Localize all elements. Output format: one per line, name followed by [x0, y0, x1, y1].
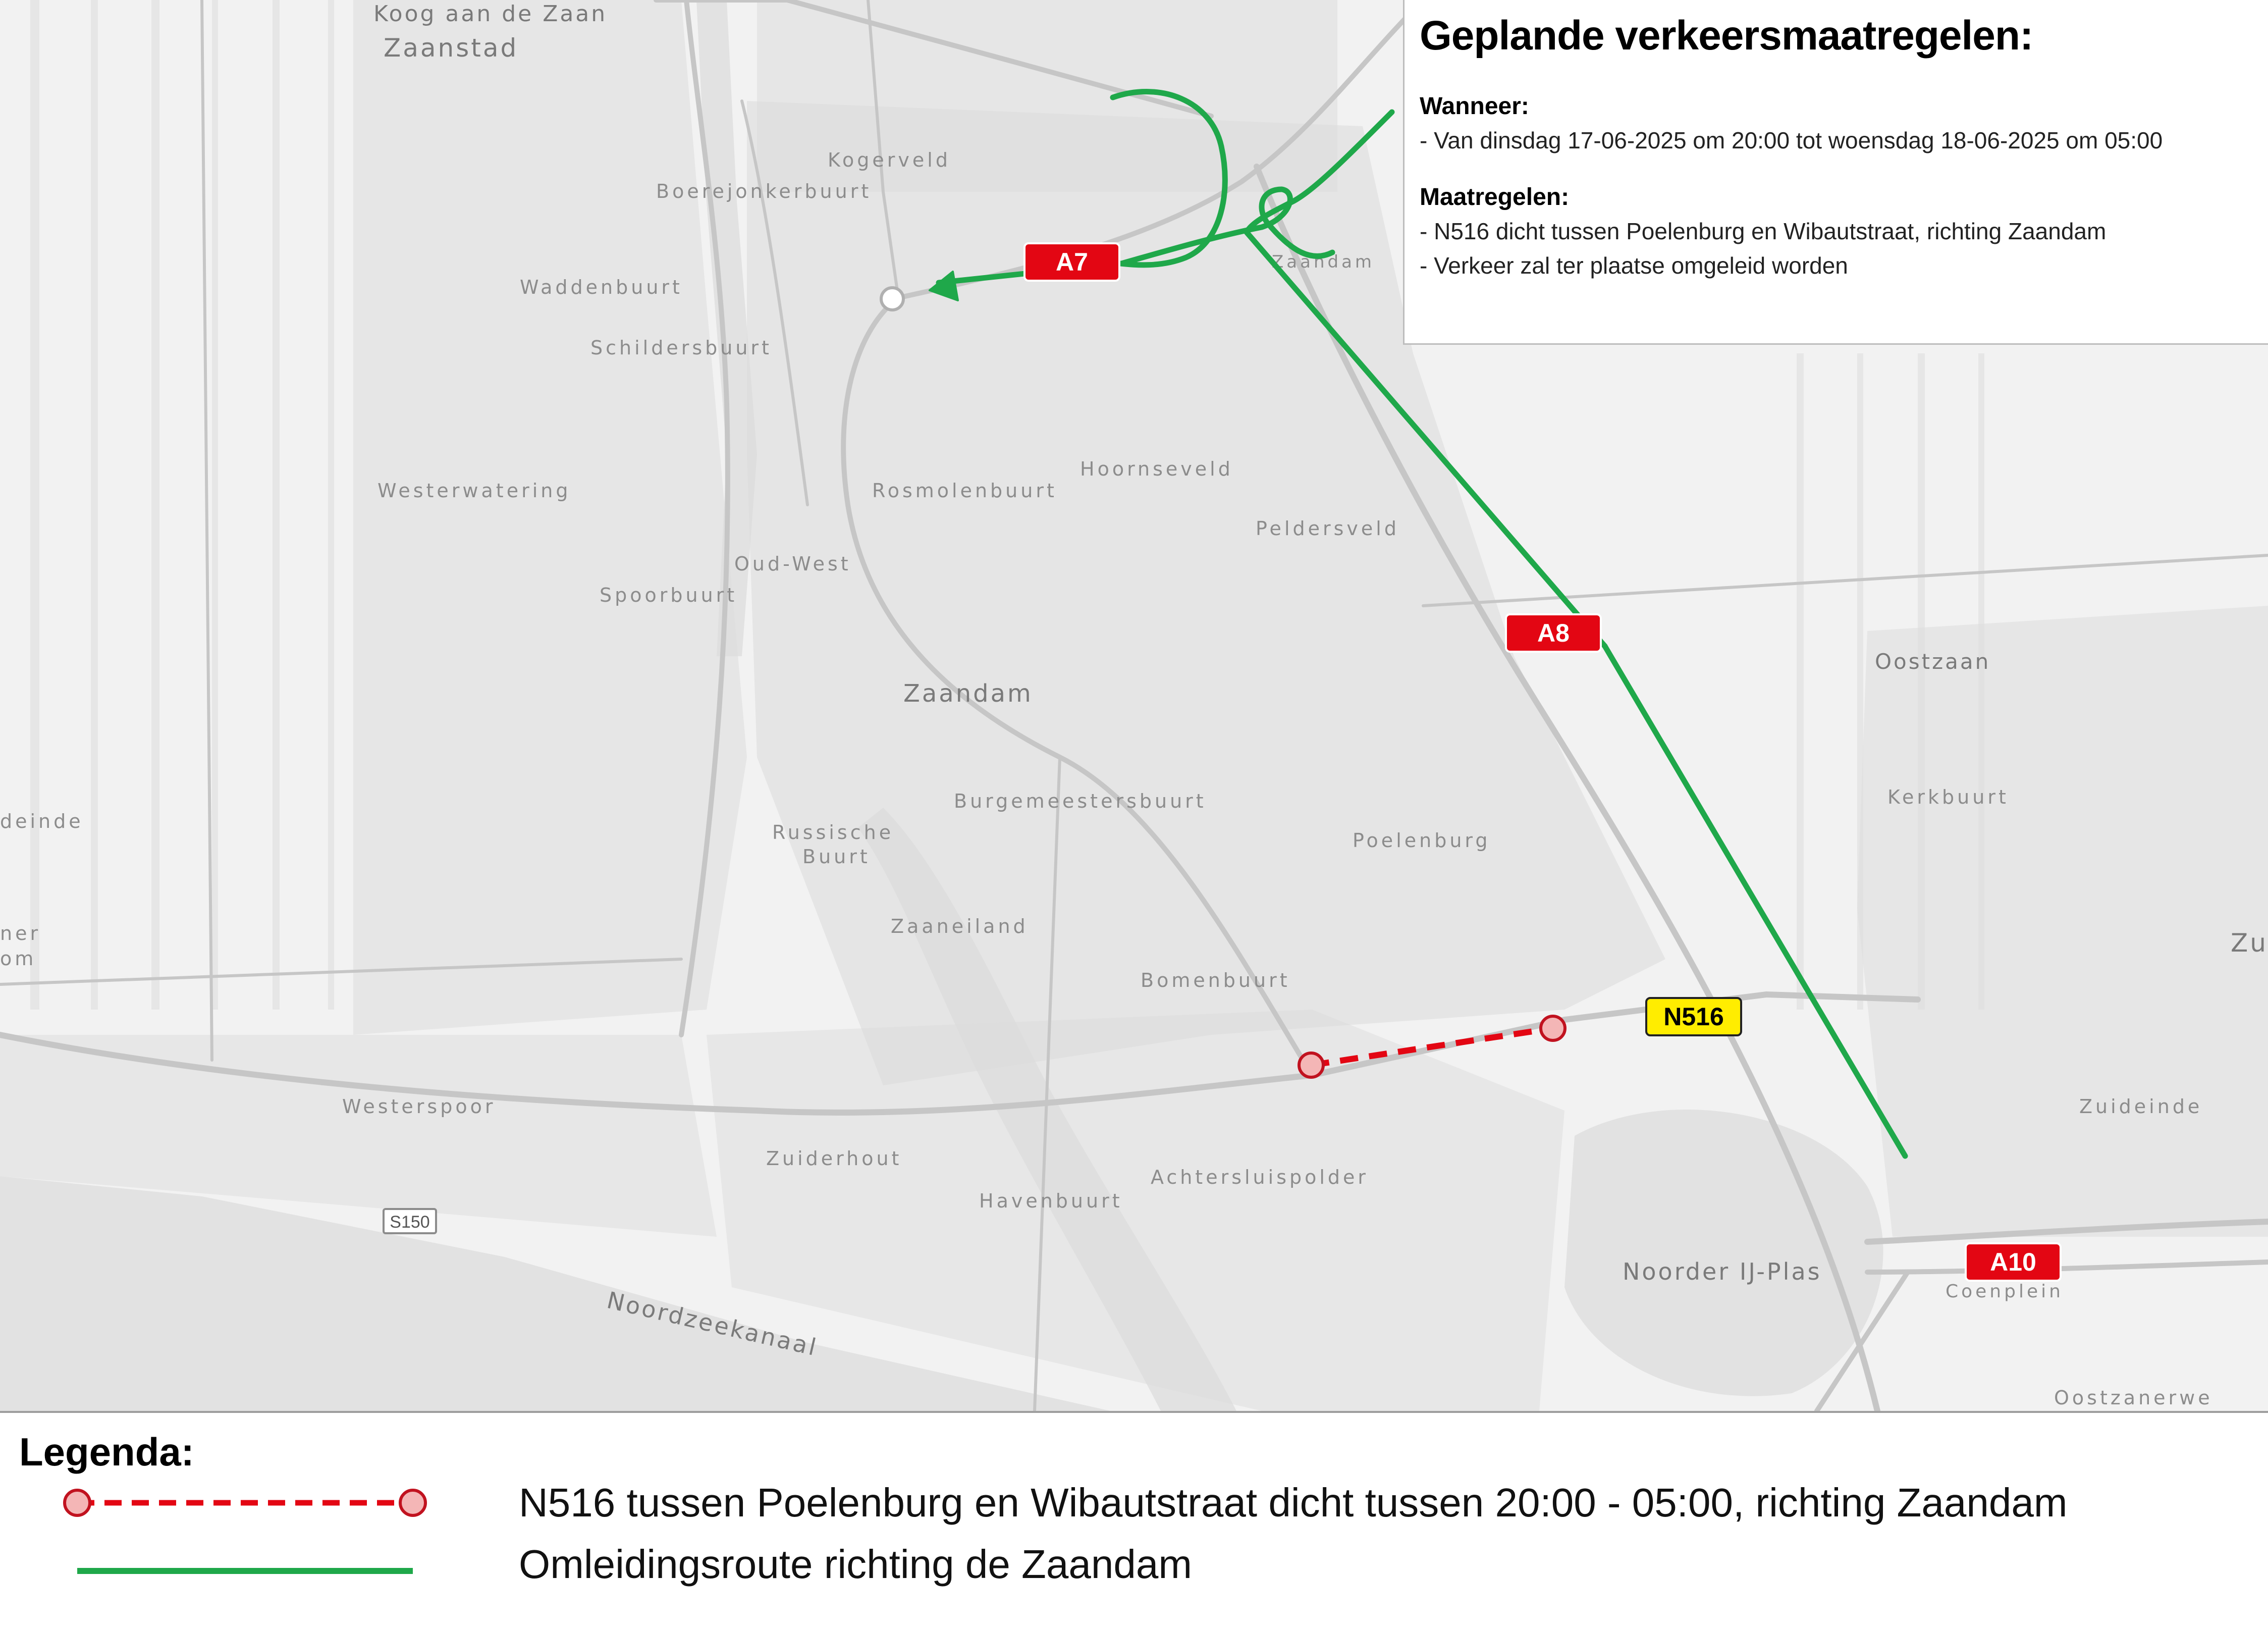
place-ner-edge: ner [0, 922, 41, 944]
measure-line-1: - N516 dicht tussen Poelenburg en Wibautstraat, richting Zaandam [1420, 218, 2107, 244]
place-russische: Russische [772, 821, 894, 844]
svg-text:A8: A8 [1537, 619, 1570, 647]
place-spoorbuurt: Spoorbuurt [600, 584, 738, 606]
svg-text:A10: A10 [1990, 1248, 2036, 1276]
place-zaanstad: Zaanstad [384, 33, 519, 63]
place-rosmolenbuurt: Rosmolenbuurt [872, 480, 1057, 502]
place-noorder-ij-plas: Noorder IJ-Plas [1623, 1258, 1822, 1285]
shield-a10 [1966, 1243, 2061, 1281]
when-label: Wanneer: [1420, 93, 1529, 120]
place-zaaneiland: Zaaneiland [891, 915, 1029, 937]
place-burgemeestersbuurt: Burgemeestersbuurt [954, 790, 1207, 812]
place-om-edge: om [0, 948, 37, 970]
svg-text:N516: N516 [1663, 1003, 1724, 1031]
measures-label: Maatregelen: [1420, 184, 1570, 211]
legend [0, 1411, 2268, 1627]
place-peldersveld: Peldersveld [1256, 517, 1399, 540]
place-kerkbuurt: Kerkbuurt [1887, 786, 2009, 808]
shield-a8 [1506, 614, 1601, 652]
shield-a7 [1024, 243, 1119, 281]
place-zuiderhout: Zuiderhout [766, 1147, 902, 1170]
place-waddenbuurt: Waddenbuurt [520, 276, 683, 298]
place-achtersluispolder: Achtersluispolder [1151, 1166, 1369, 1188]
place-zuideinde: Zuideinde [2079, 1095, 2203, 1118]
place-deinde-edge: deinde [0, 810, 84, 832]
place-schildersbuurt: Schildersbuurt [590, 337, 772, 359]
place-noordzeekanaal: Noordzeekanaal [604, 1286, 821, 1361]
place-hoornseveld: Hoornseveld [1080, 458, 1233, 480]
place-zu-edge: Zu [2231, 928, 2268, 958]
place-oud-west: Oud-West [734, 553, 851, 575]
place-zaandam: Zaandam [903, 679, 1033, 708]
place-kogerveld: Kogerveld [828, 149, 951, 171]
place-boerejonkerbuurt: Boerejonkerbuurt [656, 180, 872, 202]
when-line: - Van dinsdag 17-06-2025 om 20:00 tot woensdag 18-06-2025 om 05:00 [1420, 127, 2163, 153]
place-coenplein: Coenplein [1946, 1281, 2064, 1302]
legend-detour-label: Omleidingsroute richting de Zaandam [519, 1542, 1193, 1587]
s150-sign [384, 1209, 436, 1233]
place-oostzaan: Oostzaan [1875, 649, 1991, 674]
place-oostzanerwe: Oostzanerwe [2054, 1387, 2213, 1409]
spacer [1420, 157, 2253, 181]
place-havenbuurt: Havenbuurt [979, 1190, 1123, 1212]
place-koog: Koog aan de Zaan [373, 1, 608, 27]
roundabout [881, 288, 903, 310]
place-bomenbuurt: Bomenbuurt [1141, 969, 1290, 991]
legend-closure-symbol [65, 1490, 425, 1515]
place-westerspoor: Westerspoor [342, 1095, 496, 1118]
shield-n516 [1646, 998, 1741, 1035]
info-title: Geplande verkeersmaatregelen: [1420, 13, 2033, 59]
legend-title: Legenda: [19, 1430, 194, 1474]
legend-closure-label: N516 tussen Poelenburg en Wibautstraat dicht tussen 20:00 - 05:00, richting Zaandam [519, 1480, 2068, 1525]
place-poelenburg: Poelenburg [1353, 829, 1491, 852]
svg-text:S150: S150 [390, 1213, 430, 1232]
place-zaandam-interchange: Zaandam [1272, 252, 1375, 272]
place-buurt: Buurt [802, 846, 871, 868]
svg-text:A7: A7 [1056, 248, 1088, 276]
measure-line-2: - Verkeer zal ter plaatse omgeleid worden [1420, 252, 1848, 279]
info-panel [1403, 0, 2268, 345]
place-westerwatering: Westerwatering [377, 480, 571, 502]
